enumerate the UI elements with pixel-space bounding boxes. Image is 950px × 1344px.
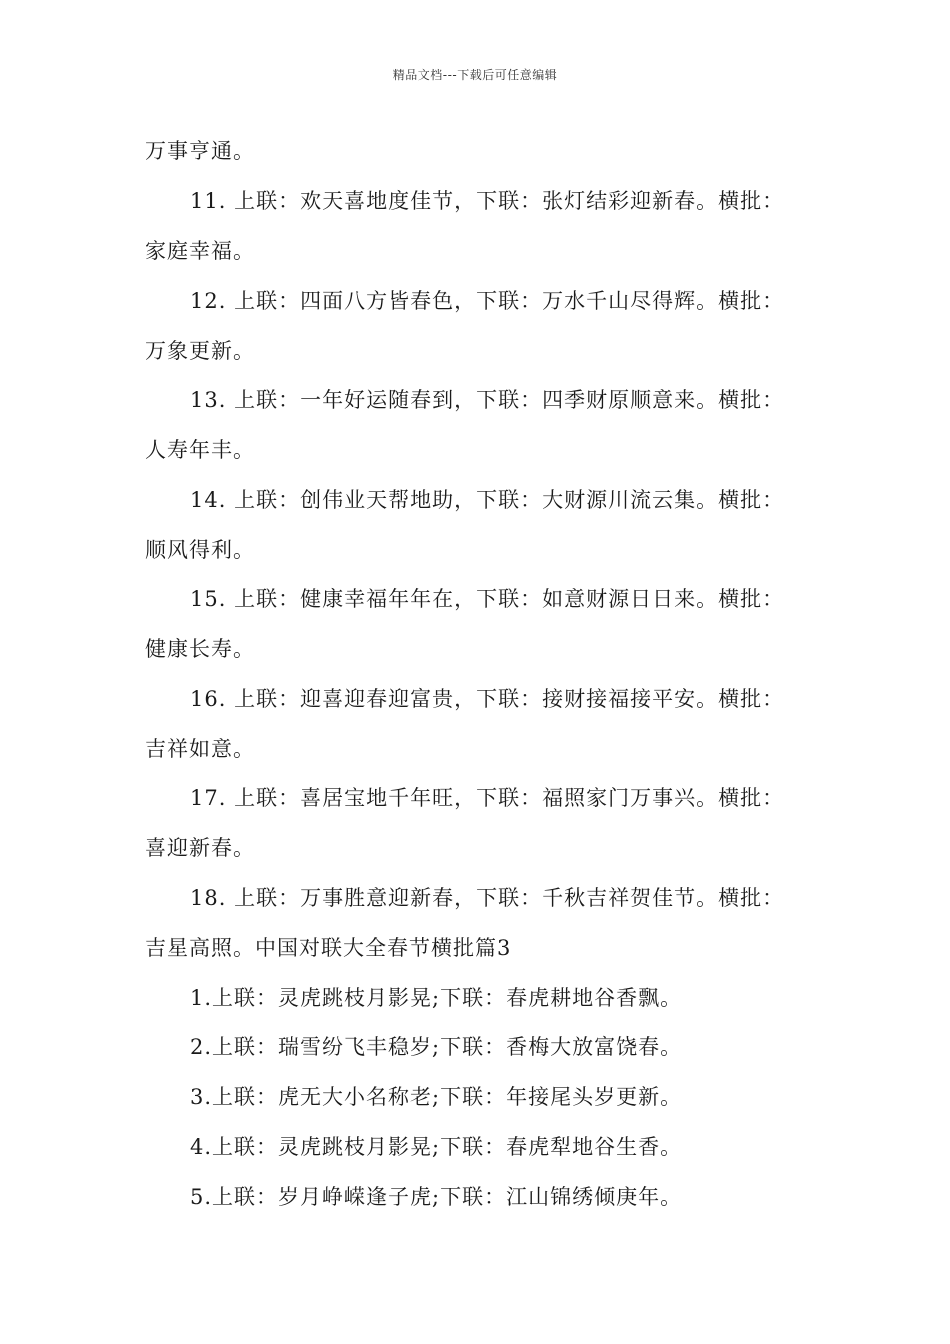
text-line: 13. 上联：一年好运随春到，下联：四季财原顺意来。横批： — [190, 388, 785, 412]
text-line: 2.上联：瑞雪纷飞丰稳岁;下联：香梅大放富饶春。 — [190, 1035, 683, 1059]
text-line: 家庭幸福。 — [145, 239, 255, 263]
text-line: 16. 上联：迎喜迎春迎富贵，下联：接财接福接平安。横批： — [190, 687, 785, 711]
text-line: 万事亨通。 — [145, 139, 255, 163]
text-line: 喜迎新春。 — [145, 836, 255, 860]
text-line: 18. 上联：万事胜意迎新春，下联：千秋吉祥贺佳节。横批： — [190, 886, 785, 910]
text-line: 吉祥如意。 — [145, 737, 255, 761]
text-line: 11. 上联：欢天喜地度佳节，下联：张灯结彩迎新春。横批： — [190, 189, 785, 213]
text-line: 吉星高照。中国对联大全春节横批篇3 — [145, 936, 512, 960]
text-line: 3.上联：虎无大小名称老;下联：年接尾头岁更新。 — [190, 1085, 683, 1109]
text-line: 12. 上联：四面八方皆春色，下联：万水千山尽得辉。横批： — [190, 289, 785, 313]
text-line: 15. 上联：健康幸福年年在，下联：如意财源日日来。横批： — [190, 587, 785, 611]
text-line: 顺风得利。 — [145, 538, 255, 562]
text-line: 万象更新。 — [145, 339, 255, 363]
text-line: 14. 上联：创伟业天帮地助，下联：大财源川流云集。横批： — [190, 488, 785, 512]
text-line: 人寿年丰。 — [145, 438, 255, 462]
text-line: 健康长寿。 — [145, 637, 255, 661]
text-line: 4.上联：灵虎跳枝月影晃;下联：春虎犁地谷生香。 — [190, 1135, 683, 1159]
text-line: 5.上联：岁月峥嵘逢子虎;下联：江山锦绣倾庚年。 — [190, 1185, 683, 1209]
page-header: 精品文档---下载后可任意编辑 — [392, 68, 558, 82]
text-line: 17. 上联：喜居宝地千年旺，下联：福照家门万事兴。横批： — [190, 786, 785, 810]
text-line: 1.上联：灵虎跳枝月影晃;下联：春虎耕地谷香飘。 — [190, 986, 683, 1010]
